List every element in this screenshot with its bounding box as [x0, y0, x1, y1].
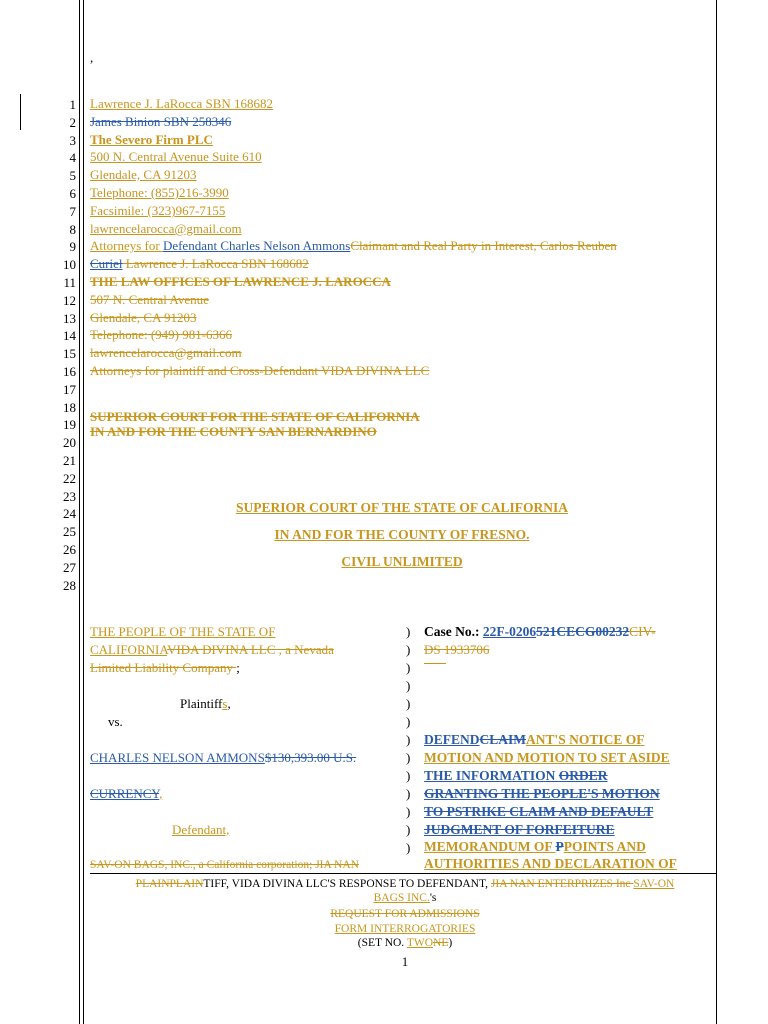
- plaintiff-semicolon: ;: [236, 660, 240, 675]
- address-line-1: 500 N. Central Avenue Suite 610: [90, 149, 262, 164]
- court-line-3: CIVIL UNLIMITED: [341, 554, 463, 569]
- old-email: lawrencelarocca@gmail.com: [90, 345, 242, 360]
- court-county-suffix: .: [526, 527, 530, 542]
- title-order-deleted: ORDER: [558, 768, 608, 783]
- title-claim-deleted: CLAIM: [479, 732, 527, 747]
- defendant-deleted: $130,393.00 U.S.: [264, 750, 357, 765]
- line-number: 25: [63, 524, 76, 540]
- footer-line-1: [100, 877, 710, 891]
- line-number: 12: [63, 292, 76, 308]
- line-number: 10: [63, 257, 76, 273]
- footer-rule: [90, 873, 716, 874]
- title-defend: DEFEND: [424, 732, 480, 747]
- title-line-7: [424, 838, 646, 856]
- footer-set-no: (SET NO.: [357, 937, 407, 949]
- title-line-4: GRANTING THE PEOPLE'S MOTION: [424, 786, 660, 801]
- line-number: 23: [63, 488, 76, 504]
- bottom-deleted-party: SAV-ON BAGS, INC., a California corporation; JIA NAN: [90, 859, 359, 871]
- line-number: 7: [69, 203, 76, 219]
- line-number: 19: [63, 417, 76, 433]
- case-number-inserted: 22F-0206: [482, 624, 537, 639]
- line-number: 11: [63, 275, 76, 290]
- footer-line-2: [100, 891, 710, 905]
- line-number: 16: [63, 364, 76, 379]
- defendant-comma: ,: [159, 786, 163, 801]
- old-telephone: Telephone: (949) 981-6366: [90, 327, 233, 342]
- court-county: IN AND FOR THE COUNTY OF FRESNO: [274, 527, 527, 542]
- defendant-label: Defendant,: [172, 822, 230, 837]
- deleted-attorney: James Binion SBN 258346: [90, 114, 232, 129]
- line-number: 21: [63, 453, 76, 468]
- case-number-underscore: [424, 663, 446, 664]
- case-number-deleted: 521CECG00232: [536, 624, 630, 639]
- old-name: Lawrence J. LaRocca SBN 168682: [122, 256, 309, 271]
- line-number: 20: [63, 435, 76, 451]
- caption-paren: ): [406, 750, 411, 765]
- footer-plain-deleted: PLAINPLAIN: [135, 878, 204, 890]
- line-number: 17: [63, 381, 76, 397]
- address-line-2: Glendale, CA 91203: [90, 167, 197, 182]
- line-number: 22: [63, 470, 76, 486]
- caption-paren: ): [406, 660, 411, 675]
- plaintiffs-comma: ,: [227, 696, 231, 711]
- line-number: 24: [63, 506, 76, 522]
- footer-bags-inserted: BAGS INC.: [373, 892, 430, 904]
- defendant-line-2: [90, 785, 162, 803]
- plaintiffs-label-line: [180, 695, 231, 713]
- caption-paren: ): [406, 624, 411, 639]
- caption-paren: ): [406, 714, 411, 729]
- footer-one-deleted: NE: [433, 937, 449, 949]
- attorneys-for-deleted-2: Curiel: [90, 256, 123, 271]
- line-number: 27: [63, 559, 76, 575]
- footer-close-paren: ): [448, 937, 453, 949]
- old-firm: THE LAW OFFICES OF LAWRENCE J. LAROCCA: [90, 274, 391, 289]
- caption-paren: ): [406, 840, 411, 855]
- page-number: 1: [401, 955, 409, 969]
- title-p-deleted: P: [555, 839, 564, 854]
- plaintiff-line-1: THE PEOPLE OF THE STATE OF: [90, 624, 276, 639]
- plaintiffs-s: s: [222, 696, 228, 711]
- caption-paren: ): [406, 786, 411, 801]
- title-line-5: TO PSTRIKE CLAIM AND DEFAULT: [424, 804, 654, 819]
- top-mark: ,: [90, 50, 94, 65]
- text-cursor: [20, 94, 21, 130]
- defendant-name: CHARLES NELSON AMMONS: [90, 750, 265, 765]
- plaintiffs-label: Plaintiff: [180, 696, 223, 711]
- footer-possessive: 's: [429, 892, 437, 904]
- right-margin-line: [716, 0, 717, 1024]
- line-number: 13: [63, 310, 76, 326]
- email: lawrencelarocca@gmail.com: [90, 221, 242, 236]
- old-attorneys-for: Attorneys for plaintiff and Cross-Defendant VIDA DIVINA LLC: [90, 363, 430, 378]
- caption-paren: ): [406, 822, 411, 837]
- old-court-line-1: SUPERIOR COURT FOR THE STATE OF CALIFORNIA: [90, 409, 420, 424]
- plaintiff-deleted: VIDA DIVINA LLC , a Nevada: [167, 642, 334, 657]
- left-margin-line-2: [83, 0, 84, 1024]
- attorneys-for-prefix: Attorneys for: [90, 238, 163, 253]
- telephone: Telephone: (855)216-3990: [90, 185, 229, 200]
- left-margin-line-1: [79, 0, 80, 1024]
- firm-name: The Severo Firm PLC: [90, 132, 213, 147]
- case-number-deleted-3: DS 1933706: [424, 642, 490, 657]
- line-number: 3: [69, 132, 76, 148]
- facsimile: Facsimile: (323)967-7155: [90, 203, 226, 218]
- footer-jia-nan-deleted: JIA NAN ENTERPRIZES Inc: [490, 878, 634, 890]
- line-number: 9: [69, 239, 76, 255]
- title-line-1: [424, 731, 645, 749]
- caption-paren: ): [406, 678, 411, 693]
- attorneys-for-party: Defendant Charles Nelson Ammons: [162, 238, 351, 253]
- case-number-deleted-2: CIV-: [629, 624, 656, 639]
- footer-line-5: [100, 936, 710, 950]
- counsel-name: Lawrence J. LaRocca SBN 168682: [90, 96, 274, 111]
- line-number: 18: [63, 399, 76, 415]
- old-address-1: 507 N. Central Avenue: [90, 292, 209, 307]
- title-memorandum: MEMORANDUM OF: [424, 839, 556, 854]
- footer-title-text: TIFF, VIDA DIVINA LLC'S RESPONSE TO DEFENDANT,: [203, 878, 491, 890]
- plaintiff-line-3: [90, 659, 240, 677]
- attorneys-for-line: [90, 238, 617, 254]
- plaintiff-deleted-2: Limited Liability Company: [90, 660, 237, 675]
- title-notice: ANT'S NOTICE OF: [526, 732, 645, 747]
- line-number: 14: [63, 328, 76, 344]
- title-information: THE INFORMATION: [424, 768, 559, 783]
- footer-two-inserted: TWO: [406, 937, 434, 949]
- court-line-1: SUPERIOR COURT OF THE STATE OF CALIFORNIA: [235, 500, 569, 515]
- vs-label: vs.: [108, 714, 123, 729]
- line-number: 5: [69, 168, 76, 184]
- line-number: 2: [69, 114, 76, 130]
- old-address-2: Glendale, CA 91203: [90, 310, 197, 325]
- line-number: 26: [63, 542, 76, 557]
- defendant-deleted-2: CURRENCY: [90, 786, 160, 801]
- caption-paren: ): [406, 768, 411, 783]
- title-line-2: MOTION AND MOTION TO SET ASIDE: [424, 750, 670, 765]
- title-line-8: AUTHORITIES AND DECLARATION OF: [424, 856, 677, 871]
- case-number-label: Case No.:: [424, 624, 483, 639]
- footer-savon-inserted: SAV-ON: [633, 878, 675, 890]
- court-line-2: [90, 527, 714, 543]
- old-name-line: [90, 256, 309, 272]
- defendant-line-1: [90, 749, 356, 767]
- line-number: 8: [69, 221, 76, 237]
- old-court-line-2: IN AND FOR THE COUNTY SAN BERNARDINO: [90, 424, 377, 439]
- line-number: 15: [63, 346, 76, 362]
- line-number: 1: [69, 97, 76, 112]
- plaintiff-line-2: [90, 641, 334, 659]
- caption-paren: ): [406, 804, 411, 819]
- line-number: 4: [69, 150, 76, 166]
- line-number: 6: [69, 186, 76, 201]
- plaintiff-name: CALIFORNIA: [90, 642, 168, 657]
- case-number-line: [424, 623, 656, 641]
- title-line-6: JUDGMENT OF FORFEITURE: [424, 822, 615, 837]
- title-points: POINTS AND: [563, 839, 646, 854]
- caption-paren: ): [406, 696, 411, 711]
- line-number: 28: [63, 577, 76, 593]
- defendant-label-line: [90, 821, 229, 839]
- footer-line-4: FORM INTERROGATORIES: [334, 923, 476, 935]
- attorneys-for-deleted: Claimant and Real Party in Interest, Carlos Reuben: [350, 238, 617, 253]
- caption-paren: ): [406, 732, 411, 747]
- title-line-3: [424, 767, 608, 785]
- footer-line-3: REQUEST FOR ADMISSIONS: [330, 908, 480, 920]
- caption-paren: ): [406, 642, 411, 657]
